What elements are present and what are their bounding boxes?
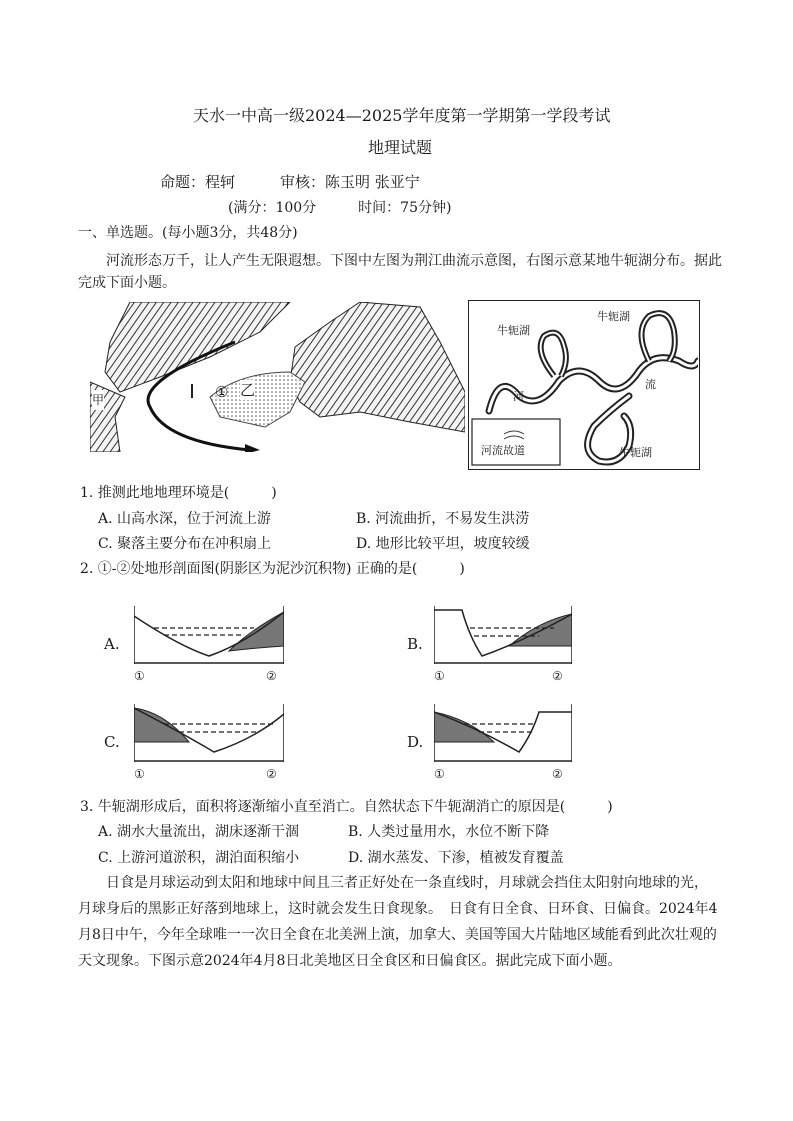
- subject-title: 地理试题: [368, 138, 433, 157]
- q2-option-c-label: C.: [104, 733, 120, 751]
- profile-b-drawing: [434, 606, 572, 664]
- profile-a-point-2: ②: [266, 669, 277, 683]
- passage-2-line-2: 月球身后的黑影正好落到地球上，这时就会发生日食现象。 日食有日全食、日环食、日偏食。2024年4: [78, 901, 718, 917]
- river-label-he: 河: [513, 390, 524, 403]
- legend-label: 河流故道: [481, 444, 525, 457]
- passage-2-line-1: 日食是月球运动到太阳和地球中间且三者正好处在一条直线时，月球就会挡住太阳射向地球的光，: [106, 875, 708, 891]
- q1-option-a: A. 山高水深，位于河流上游: [98, 511, 272, 527]
- profile-b-point-2: ②: [552, 669, 563, 683]
- profile-c-drawing: [134, 704, 284, 762]
- passage-2-line-3: 月8日中午，今年全球唯一一次日全食在北美洲上演，加拿大、美国等国大片陆地区域能看到此次壮观的: [78, 927, 717, 943]
- q3-option-a: A. 湖水大量流出，湖床逐渐干涸: [98, 824, 300, 840]
- q2-option-a-label: A.: [104, 635, 120, 653]
- q3-option-d: D. 湖水蒸发、下渗，植被发育覆盖: [348, 850, 564, 866]
- profile-d-point-1: ①: [434, 767, 445, 781]
- jia-label: 甲: [92, 390, 104, 410]
- q3-stem: 3. 牛轭湖形成后，面积将逐渐缩小直至消亡。自然状态下牛轭湖消亡的原因是( ): [80, 799, 613, 815]
- authors-line: 命题：程轲 审核：陈玉明 张亚宁: [160, 173, 420, 191]
- q2-option-b-label: B.: [407, 635, 423, 653]
- intro-line-2: 完成下面小题。: [78, 275, 176, 291]
- q3-option-c: C. 上游河道淤积，湖泊面积缩小: [98, 850, 300, 866]
- profile-c-point-2: ②: [266, 767, 277, 781]
- q1-option-b: B. 河流曲折，不易发生洪涝: [356, 511, 530, 527]
- section-heading: 一、单选题。(每小题3分，共48分): [78, 225, 298, 241]
- intro-line-1: 河流形态万千，让人产生无限遐想。下图中左图为荆江曲流示意图，右图示意某地牛轭湖分布。据此: [106, 253, 722, 269]
- exam-meta: (满分：100分 时间：75分钟): [228, 200, 452, 216]
- profile-c: [134, 704, 284, 762]
- profile-a: [134, 606, 284, 664]
- yi-label: 乙: [240, 381, 256, 399]
- river-label-liu: 流: [645, 378, 656, 391]
- profile-d-point-2: ②: [552, 767, 563, 781]
- oxbow-label-bottom: 牛轭湖: [619, 446, 652, 459]
- oxbow-label-top-right: 牛轭湖: [597, 310, 630, 323]
- profile-d-drawing: [434, 704, 572, 762]
- profile-a-drawing: [134, 606, 284, 664]
- oxbow-map: [468, 300, 700, 470]
- point-1-marker: ①: [215, 383, 229, 401]
- profile-c-point-1: ①: [134, 767, 145, 781]
- profile-d: [434, 704, 572, 762]
- exam-title: 天水一中高一级2024—2025学年度第一学期第一学段考试: [193, 106, 611, 125]
- q3-option-b: B. 人类过量用水，水位不断下降: [348, 824, 550, 840]
- meander-illustration: [90, 302, 465, 452]
- q2-stem: 2. ①-②处地形剖面图(阴影区为泥沙沉积物) 正确的是( ): [80, 561, 465, 577]
- q1-option-c: C. 聚落主要分布在冲积扇上: [98, 536, 272, 552]
- profile-a-point-1: ①: [134, 669, 145, 683]
- profile-b-point-1: ①: [434, 669, 445, 683]
- q1-option-d: D. 地形比较平坦，坡度较缓: [356, 536, 530, 552]
- meander-figure: [90, 302, 465, 452]
- q2-option-d-label: D.: [407, 733, 424, 751]
- passage-2-line-4: 天文现象。下图示意2024年4月8日北美地区日全食区和日偏食区。据此完成下面小题。: [78, 953, 622, 969]
- oxbow-label-top-left: 牛轭湖: [497, 324, 530, 337]
- profile-b: [434, 606, 572, 664]
- q1-stem: 1. 推测此地地理环境是( ): [80, 485, 277, 501]
